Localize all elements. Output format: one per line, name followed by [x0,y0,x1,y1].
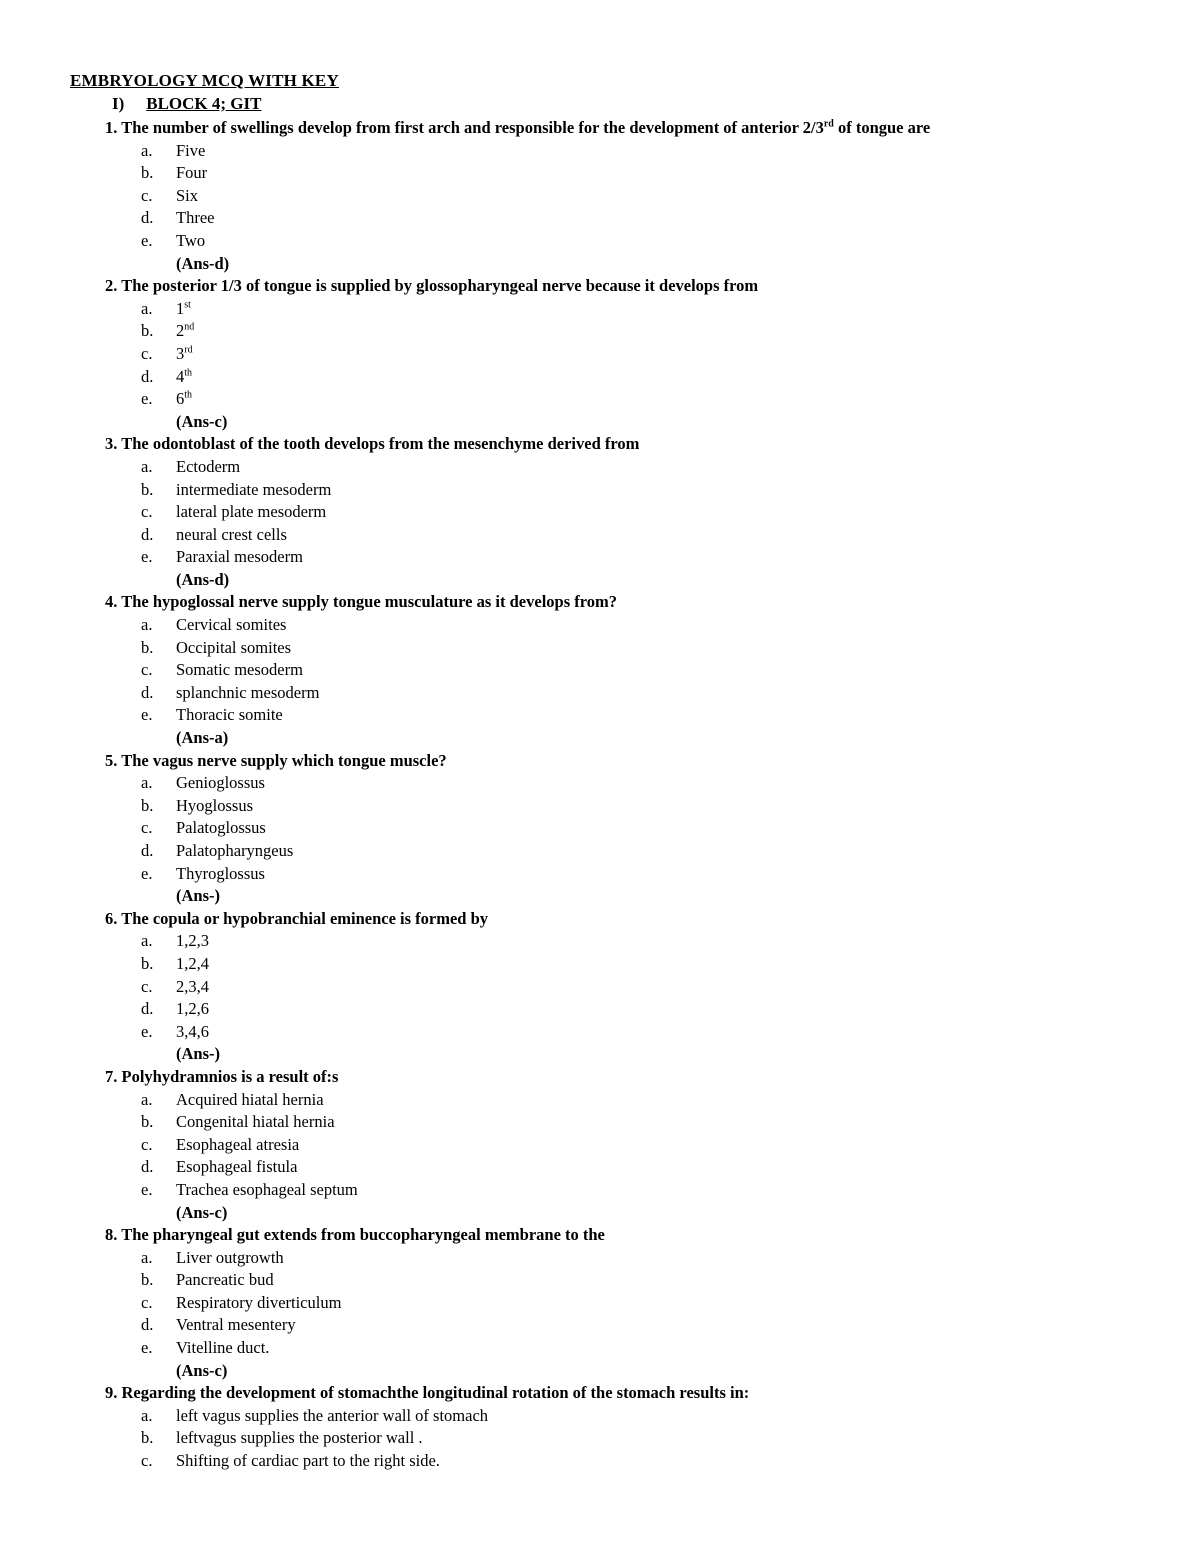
option-text [176,840,293,863]
question-8 [0,1224,1200,1382]
option-text [176,1427,423,1450]
option-letter: a. [141,1247,153,1267]
answer-key: (Ans-d) [176,253,230,273]
answer-option [0,546,1200,569]
option-superscript: rd [184,344,193,356]
option-label: Occipital somites [176,637,292,657]
option-text [176,976,209,999]
option-label: Esophageal atresia [176,1134,300,1154]
option-text [176,140,205,163]
option-letter: a. [141,1405,153,1425]
question-stem: The posterior 1/3 of tongue is supplied by glossopharyngeal nerve because it develops from [121,276,759,296]
option-letter: d. [141,524,154,544]
option-letter: e. [141,547,153,567]
answer-option [0,1314,1200,1337]
option-text [176,1269,274,1292]
question-text [0,750,1200,773]
question-text [0,117,1200,140]
option-label: 1,2,3 [176,931,209,951]
option-text [176,863,265,886]
option-label: Somatic mesoderm [176,660,303,680]
option-label: Genioglossus [176,773,265,793]
answer-option [0,1337,1200,1360]
option-text [176,1134,299,1157]
option-label: leftvagus supplies the posterior wall . [176,1428,423,1448]
option-label: 3,4,6 [176,1021,209,1041]
question-number: 7. [105,1066,118,1086]
section-heading [112,94,262,114]
option-label: Esophageal fistula [176,1157,298,1177]
option-label: 2 [176,321,185,341]
answer-option [0,953,1200,976]
option-superscript: nd [184,321,195,333]
option-text [176,659,303,682]
option-label: Five [176,140,206,160]
option-label: 1,2,6 [176,999,209,1019]
option-letter: e. [141,1021,153,1041]
option-letter: c. [141,1134,153,1154]
option-letter: b. [141,321,154,341]
option-letter: d. [141,366,154,386]
option-letter: c. [141,976,153,996]
option-letter: b. [141,953,154,973]
option-label: Pancreatic bud [176,1270,274,1290]
option-letter: c. [141,185,153,205]
question-7 [0,1066,1200,1224]
option-text [176,207,214,230]
option-letter: d. [141,999,154,1019]
answer-key: (Ans-c) [176,1360,228,1380]
question-text [0,433,1200,456]
answer-option [0,1427,1200,1450]
option-label: Four [176,163,208,183]
question-text [0,1066,1200,1089]
option-text [176,343,193,366]
question-5 [0,750,1200,908]
option-letter: c. [141,818,153,838]
answer-option [0,704,1200,727]
option-letter: b. [141,795,154,815]
answer-option [0,772,1200,795]
answer-option [0,1089,1200,1112]
question-list [0,117,1200,1473]
option-label: Palatoglossus [176,818,266,838]
section-number: I) [112,94,125,113]
question-number: 8. [105,1225,118,1245]
option-text [176,388,192,411]
option-text [176,1021,209,1044]
answer-option [0,1179,1200,1202]
option-label: Vitelline duct. [176,1338,270,1358]
option-letter: e. [141,1338,153,1358]
option-label: Ectoderm [176,456,241,476]
question-number: 5. [105,750,118,770]
option-letter: c. [141,502,153,522]
question-text [0,908,1200,931]
option-text [176,456,240,479]
option-label: 2,3,4 [176,976,209,996]
question-stem: Polyhydramnios is a result of:s [121,1066,339,1086]
answer-key: (Ans-) [176,886,220,906]
option-letter: c. [141,1292,153,1312]
option-letter: b. [141,637,154,657]
option-label: 3 [176,343,185,363]
answer-option [0,1134,1200,1157]
option-text [176,298,191,321]
answer-option [0,795,1200,818]
answer-option [0,1156,1200,1179]
answer-option [0,343,1200,366]
option-text [176,366,192,389]
question-superscript: rd [823,118,834,130]
option-label: lateral plate mesoderm [176,502,327,522]
answer-option [0,479,1200,502]
answer-option [0,682,1200,705]
section-label: BLOCK 4; GIT [146,94,262,113]
answer-option [0,1269,1200,1292]
question-stem: The copula or hypobranchial eminence is formed by [121,908,489,928]
option-letter: a. [141,773,153,793]
answer-option [0,659,1200,682]
option-label: splanchnic mesoderm [176,682,320,702]
option-label: left vagus supplies the anterior wall of stomach [176,1405,489,1425]
option-label: 6 [176,389,185,409]
option-letter: c. [141,343,153,363]
option-text [176,614,286,637]
option-text [176,704,283,727]
option-text [176,1247,284,1270]
option-text [176,479,331,502]
document-title: EMBRYOLOGY MCQ WITH KEY [70,71,339,90]
question-stem: The odontoblast of the tooth develops from the mesenchyme derived from [121,434,640,454]
question-stem-tail: of tongue are [833,118,931,137]
answer-option [0,388,1200,411]
option-letter: c. [141,660,153,680]
option-letter: d. [141,208,154,228]
answer-option [0,162,1200,185]
option-text [176,1292,341,1315]
option-letter: e. [141,389,153,409]
option-text [176,998,209,1021]
option-text [176,1405,488,1428]
question-3 [0,433,1200,591]
option-letter: a. [141,140,153,160]
option-text [176,953,209,976]
question-text [0,591,1200,614]
question-stem: Regarding the development of stomachthe longitudinal rotation of the stomach results in: [121,1383,750,1403]
option-label: Liver outgrowth [176,1247,284,1267]
option-label: Trachea esophageal septum [176,1179,358,1199]
option-label: Six [176,185,199,205]
option-label: Palatopharyngeus [176,841,294,860]
answer-option [0,524,1200,547]
question-9 [0,1382,1200,1472]
option-text [176,1156,297,1179]
option-letter: a. [141,456,153,476]
option-label: Three [176,208,215,228]
option-label: Two [176,230,206,250]
option-label: 4 [176,366,185,386]
option-text [176,817,266,840]
option-text [176,546,303,569]
option-letter: d. [141,841,154,860]
option-text [176,320,194,343]
option-label: Paraxial mesoderm [176,547,303,567]
option-text [176,1089,324,1112]
option-letter: b. [141,1428,154,1448]
answer-option [0,140,1200,163]
option-label: intermediate mesoderm [176,479,332,499]
option-letter: e. [141,705,153,725]
question-text [0,1382,1200,1405]
option-label: Thoracic somite [176,705,283,725]
option-label: 1,2,4 [176,953,209,973]
answer-option [0,840,1200,863]
question-stem: The pharyngeal gut extends from buccopharyngeal membrane to the [121,1225,605,1245]
question-stem: The number of swellings develop from first arch and responsible for the development of anterior 2/3 [121,118,824,137]
answer-key: (Ans-c) [176,411,228,431]
option-text [176,682,319,705]
question-number: 6. [105,908,118,928]
question-1 [0,117,1200,275]
option-label: Respiratory diverticulum [176,1292,342,1312]
option-superscript: th [184,389,193,401]
option-label: Hyoglossus [176,795,254,815]
option-label: Cervical somites [176,615,287,635]
option-text [176,637,291,660]
answer-option [0,637,1200,660]
option-text [176,230,205,253]
question-2 [0,275,1200,433]
answer-option [0,320,1200,343]
option-letter: a. [141,1089,153,1109]
answer-option [0,614,1200,637]
question-text [0,1224,1200,1247]
answer-option [0,1111,1200,1134]
option-letter: d. [141,1315,154,1335]
option-text [176,185,198,208]
answer-option [0,1021,1200,1044]
answer-option [0,930,1200,953]
option-text [176,930,209,953]
option-letter: d. [141,682,154,702]
option-text [176,162,207,185]
option-label: Ventral mesentery [176,1315,296,1335]
answer-option [0,1292,1200,1315]
option-text [176,501,326,524]
option-label: Thyroglossus [176,863,265,883]
question-number: 1. [105,118,118,137]
option-letter: b. [141,1270,154,1290]
option-text [176,524,287,547]
question-text [0,275,1200,298]
option-text [176,1314,296,1337]
option-letter: a. [141,298,153,318]
answer-option [0,366,1200,389]
option-text [176,1450,440,1473]
option-text [176,1337,269,1360]
option-label: Shifting of cardiac part to the right side. [176,1451,440,1471]
answer-option [0,230,1200,253]
answer-option [0,501,1200,524]
option-label: 1 [176,298,185,318]
option-letter: b. [141,1112,154,1132]
answer-option [0,863,1200,886]
option-text [176,772,265,795]
question-number: 2. [105,276,118,296]
option-label: Congenital hiatal hernia [176,1112,335,1132]
question-number: 4. [105,592,118,612]
answer-option [0,1450,1200,1473]
answer-option [0,185,1200,208]
option-letter: e. [141,863,153,883]
option-superscript: st [184,299,191,311]
question-number: 9. [105,1383,118,1403]
option-label: Acquired hiatal hernia [176,1089,324,1109]
question-stem: The vagus nerve supply which tongue muscle? [121,750,447,770]
answer-option [0,298,1200,321]
question-number: 3. [105,434,118,454]
question-6 [0,908,1200,1066]
answer-key: (Ans-) [176,1044,220,1064]
option-label: neural crest cells [176,524,287,544]
question-stem: The hypoglossal nerve supply tongue musculature as it develops from? [121,592,618,612]
option-letter: d. [141,1157,154,1177]
question-4 [0,591,1200,749]
option-letter: a. [141,615,153,635]
answer-option [0,817,1200,840]
answer-key: (Ans-d) [176,569,230,589]
answer-key: (Ans-a) [176,728,229,748]
option-letter: a. [141,931,153,951]
answer-option [0,998,1200,1021]
option-letter: b. [141,479,154,499]
option-letter: b. [141,163,154,183]
option-letter: e. [141,1179,153,1199]
answer-option [0,456,1200,479]
answer-option [0,976,1200,999]
option-text [176,795,253,818]
answer-option [0,1247,1200,1270]
option-letter: c. [141,1451,153,1471]
answer-option [0,1405,1200,1428]
answer-key: (Ans-c) [176,1202,228,1222]
answer-option [0,207,1200,230]
option-text [176,1179,358,1202]
option-letter: e. [141,230,153,250]
option-superscript: th [184,367,193,379]
option-text [176,1111,335,1134]
